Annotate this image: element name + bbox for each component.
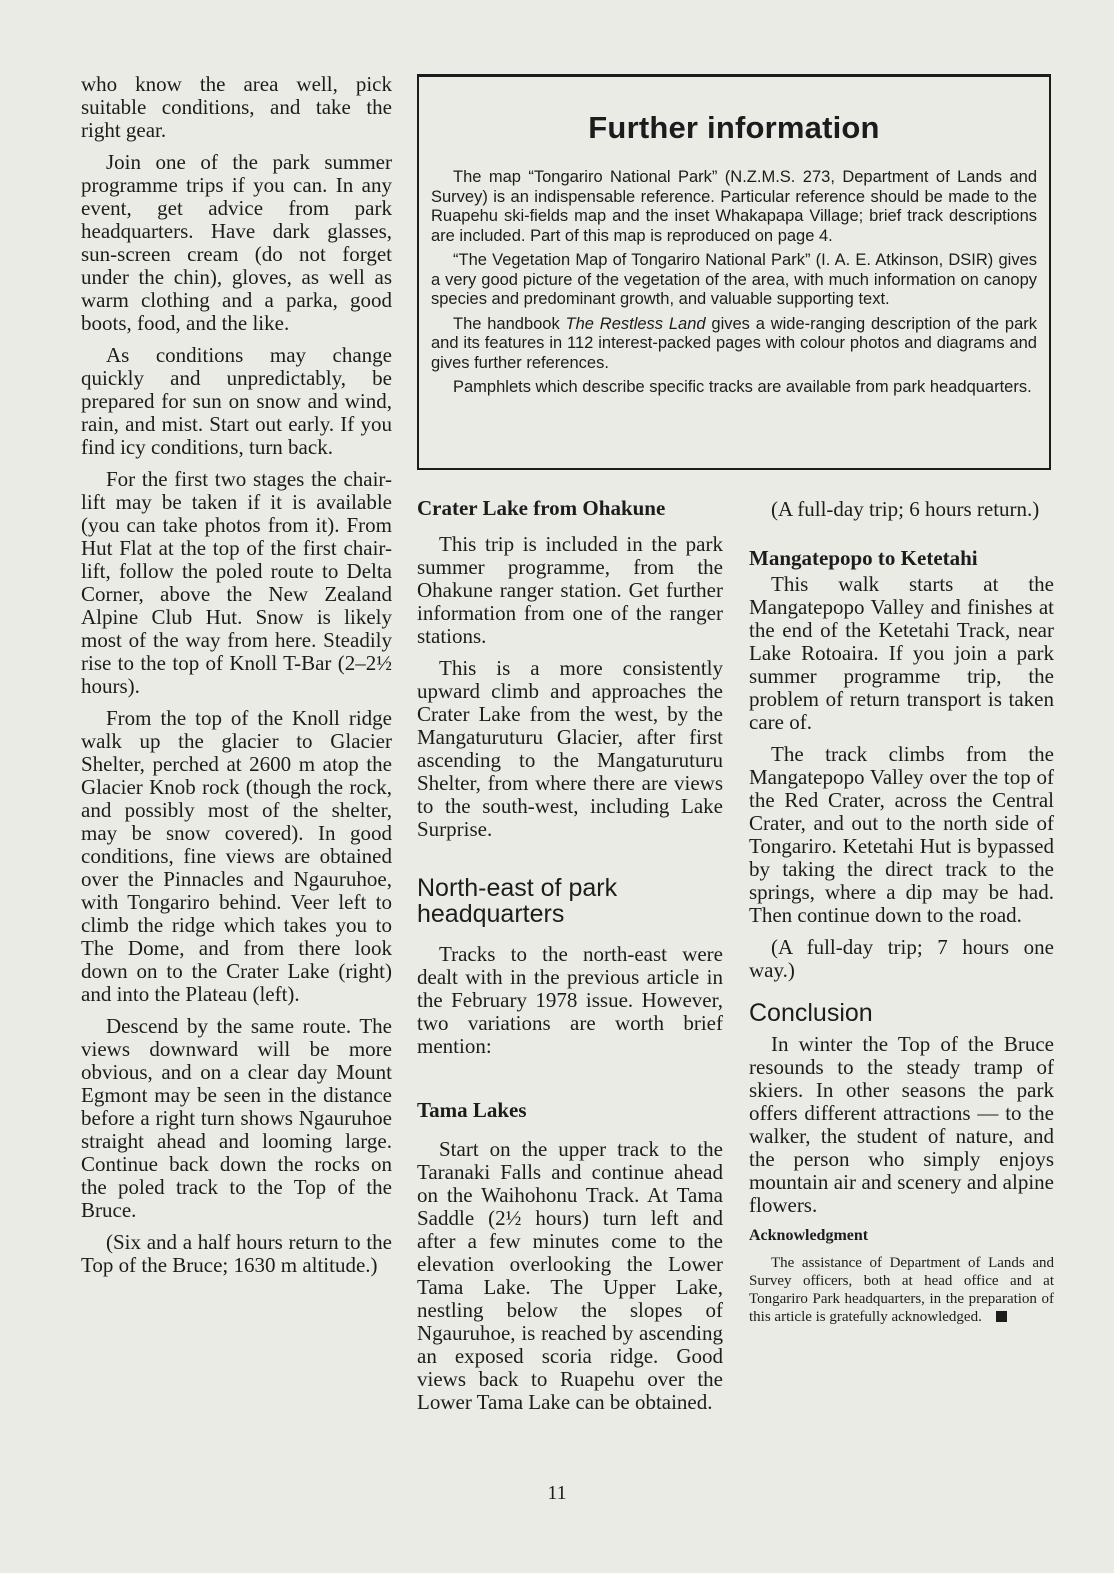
info-box-title: Further information [588, 110, 880, 145]
paragraph: This is a more consistently upward climb and approaches the Crater Lake from the west, by the Mangaturuturu Glacier, after first ascending to the Mangaturuturu Shelter, from where there are views to the south-west, including Lake Surprise. [417, 656, 723, 841]
left-column [81, 73, 392, 1286]
subheading-crater-lake: Crater Lake from Ohakune [417, 496, 666, 520]
paragraph: As conditions may change quickly and unpredictably, be prepared for sun on snow and wind, rain, and mist. Start out early. If you find icy conditions, turn back. [81, 343, 392, 459]
info-paragraph: The map “Tongariro National Park” (N.Z.M.S. 273, Department of Lands and Survey) is an indispensable reference. Particular reference should be made to the Ruapehu ski-fields map and the inset Whakapapa Village; brief track descriptions are included. Part of this map is reproduced on page 4. [431, 168, 1037, 245]
info-paragraph [431, 315, 1037, 374]
paragraph: Start on the upper track to the Taranaki Falls and continue ahead on the Waihohonu Track. At Tama Saddle (2½ hours) turn left and after a few minutes come to the elevation overlooking the Lower Tama Lake. The Upper Lake, nestling below the slopes of Ngauruhoe, is reached by ascending an exposed scoria ridge. Good views back to Ruapehu over the Lower Tama Lake can be obtained. [417, 1137, 723, 1414]
end-mark-icon [996, 1311, 1007, 1322]
paragraph: (A full-day trip; 7 hours one way.) [749, 935, 1054, 982]
paragraph: (Six and a half hours return to the Top of the Bruce; 1630 m altitude.) [81, 1230, 392, 1277]
paragraph: Join one of the park summer programme trips if you can. In any event, get advice from park headquarters. Have dark glasses, sun-screen cream (do not forget under the chin), gloves, as well as warm clothing and a parka, good boots, food, and the like. [81, 150, 392, 335]
page-number: 11 [547, 1482, 567, 1504]
paragraph: This walk starts at the Mangatepopo Valley and finishes at the end of the Ketetahi Track, near Lake Rotoaira. If you join a park summer programme trip, the problem of return transport is taken care of. [749, 572, 1054, 734]
acknowledgment-body: The assistance of Department of Lands and Survey officers, both at head office and at Tongariro Park headquarters, in the preparation of this article is gratefully acknowledged. [749, 1255, 1054, 1325]
paragraph: (A full-day trip; 6 hours return.) [771, 497, 1040, 521]
paragraph: In winter the Top of the Bruce resounds to the steady tramp of skiers. In other seasons the park offers different attractions — to the walker, the student of nature, and the person who simply enjoys mountain air and scenery and alpine flowers. [749, 1032, 1054, 1217]
subheading-tama-lakes: Tama Lakes [417, 1098, 527, 1122]
info-paragraph: “The Vegetation Map of Tongariro National Park” (I. A. E. Atkinson, DSIR) gives a very good picture of the vegetation of the area, with much information on canopy species and predominant growth, and valuable supporting text. [431, 251, 1037, 308]
info-paragraph: Pamphlets which describe specific tracks are available from park headquarters. [453, 378, 1032, 396]
info-text: The handbook [453, 314, 566, 333]
right-column [749, 498, 1054, 1335]
acknowledgment-heading: Acknowledgment [749, 1227, 869, 1244]
further-information-box [417, 74, 1051, 470]
section-heading-conclusion: Conclusion [749, 999, 873, 1027]
paragraph: From the top of the Knoll ridge walk up the glacier to Glacier Shelter, perched at 2600 m atop the Glacier Knob rock (though the rock, and possibly most of the shelter, may be snow covered). In good conditions, fine views are obtained over the Pinnacles and Ngauruhoe, with Tongariro behind. Veer left to climb the ridge which takes you to The Dome, and from there look down on to the Crater Lake (right) and into the Plateau (left). [81, 706, 392, 1006]
paragraph: This trip is included in the park summer programme, from the Ohakune ranger station. Get further information from one of the ranger stations. [417, 532, 723, 648]
book-title: The Restless Land [565, 314, 706, 333]
acknowledgment-text [749, 1254, 1054, 1326]
info-text: gives a wide-ranging description of the park and its features in 112 interest-packed pages with colour photos and diagrams and gives further references. [431, 314, 1037, 372]
middle-column [417, 496, 723, 1423]
paragraph: The track climbs from the Mangatepopo Valley over the top of the Red Crater, across the Central Crater, and out to the north side of Tongariro. Ketetahi Hut is bypassed by taking the direct track to the springs, where a dip may be had. Then continue down to the road. [749, 742, 1054, 927]
paragraph: Descend by the same route. The views downward will be more obvious, and on a clear day Mount Egmont may be seen in the distance before a right turn shows Ngauruhoe straight ahead and looming large. Continue back down the rocks on the poled track to the Top of the Bruce. [81, 1014, 392, 1222]
paragraph: Tracks to the north-east were dealt with in the previous article in the February 1978 issue. However, two variations are worth brief mention: [417, 942, 723, 1058]
paragraph: who know the area well, pick suitable conditions, and take the right gear. [81, 72, 392, 142]
section-heading-north-east: North-east of park headquarters [417, 874, 618, 928]
paragraph: For the first two stages the chair-lift may be taken if it is available (you can take photos from it). From Hut Flat at the top of the first chair-lift, follow the poled route to Delta Corner, above the New Zealand Alpine Club Hut. Snow is likely most of the way from here. Steadily rise to the top of Knoll T-Bar (2–2½ hours). [81, 467, 392, 698]
subheading-mangatepopo: Mangatepopo to Ketetahi [749, 546, 978, 570]
